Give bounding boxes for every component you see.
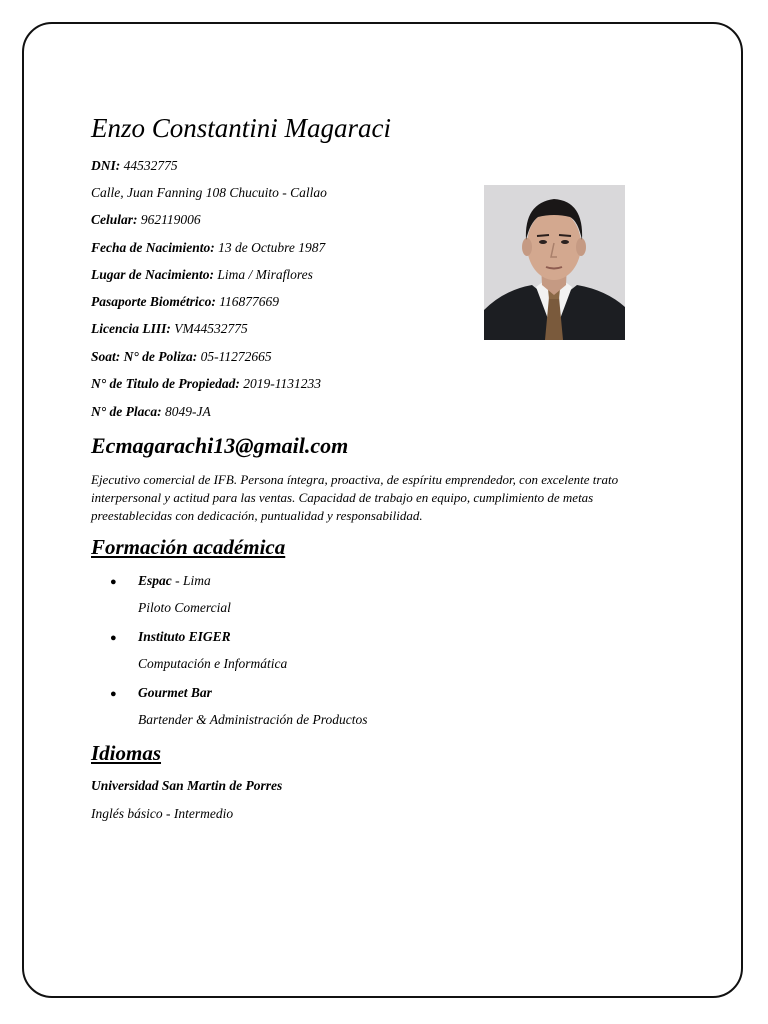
info-label: Fecha de Nacimiento: [91, 240, 215, 255]
language-institution: Universidad San Martin de Porres [91, 778, 283, 793]
education-detail: Computación e Informática [138, 656, 288, 671]
info-birth-place [91, 267, 313, 283]
education-item [110, 573, 211, 589]
bullet-icon: ● [110, 632, 117, 644]
bullet-icon: ● [110, 576, 117, 588]
info-label: Licencia LIII: [91, 321, 171, 336]
email-address: Ecmagarachi13@gmail.com [91, 433, 349, 458]
info-value: 05-11272665 [197, 349, 272, 364]
info-label: Pasaporte Biométrico: [91, 294, 216, 309]
info-address [91, 185, 327, 201]
info-soat [91, 349, 272, 365]
info-label: DNI: [91, 158, 121, 173]
info-dni [91, 158, 178, 174]
info-value: Lima / Miraflores [214, 267, 313, 282]
language-level: Inglés básico - Intermedio [91, 806, 234, 821]
info-label: N° de Placa: [91, 404, 162, 419]
education-institution: Gourmet Bar [138, 685, 212, 700]
info-value: 2019-1131233 [239, 376, 322, 391]
education-location: - Lima [171, 573, 211, 588]
info-label: Celular: [91, 212, 138, 227]
info-label: Soat: N° de Poliza: [91, 349, 198, 364]
info-value: 13 de Octubre 1987 [214, 240, 326, 255]
info-birth-date [91, 240, 325, 256]
info-value: VM44532775 [170, 321, 248, 336]
info-value: Calle, Juan Fanning 108 Chucuito - Callao [91, 185, 327, 200]
education-item [110, 629, 231, 645]
education-detail: Piloto Comercial [138, 600, 231, 615]
info-property-title [91, 376, 321, 392]
education-institution: Instituto EIGER [138, 629, 231, 644]
info-plate [91, 404, 211, 420]
education-heading: Formación académica [91, 535, 286, 559]
info-passport [91, 294, 279, 310]
profile-photo [484, 185, 625, 340]
profile-summary: Ejecutivo comercial de IFB. Persona íntegra, proactiva, de espíritu emprendedor, con excelente trato interpersonal y actitud para las ventas. Capacidad de trabajo en equipo, cumplimiento de metas preestablecidas con dedicación, puntualidad y responsabilidad. [91, 472, 619, 523]
info-label: Lugar de Nacimiento: [91, 267, 214, 282]
info-value: 962119006 [137, 212, 201, 227]
info-license [91, 321, 248, 337]
education-institution: Espac [138, 573, 172, 588]
candidate-name: Enzo Constantini Magaraci [91, 113, 392, 143]
info-phone [91, 212, 201, 228]
info-value: 8049-JA [161, 404, 211, 419]
education-detail: Bartender & Administración de Productos [138, 712, 368, 727]
languages-heading: Idiomas [91, 741, 162, 765]
info-value: 44532775 [120, 158, 178, 173]
info-value: 116877669 [215, 294, 279, 309]
info-label: N° de Titulo de Propiedad: [91, 376, 240, 391]
education-item [110, 685, 212, 701]
bullet-icon: ● [110, 688, 117, 700]
